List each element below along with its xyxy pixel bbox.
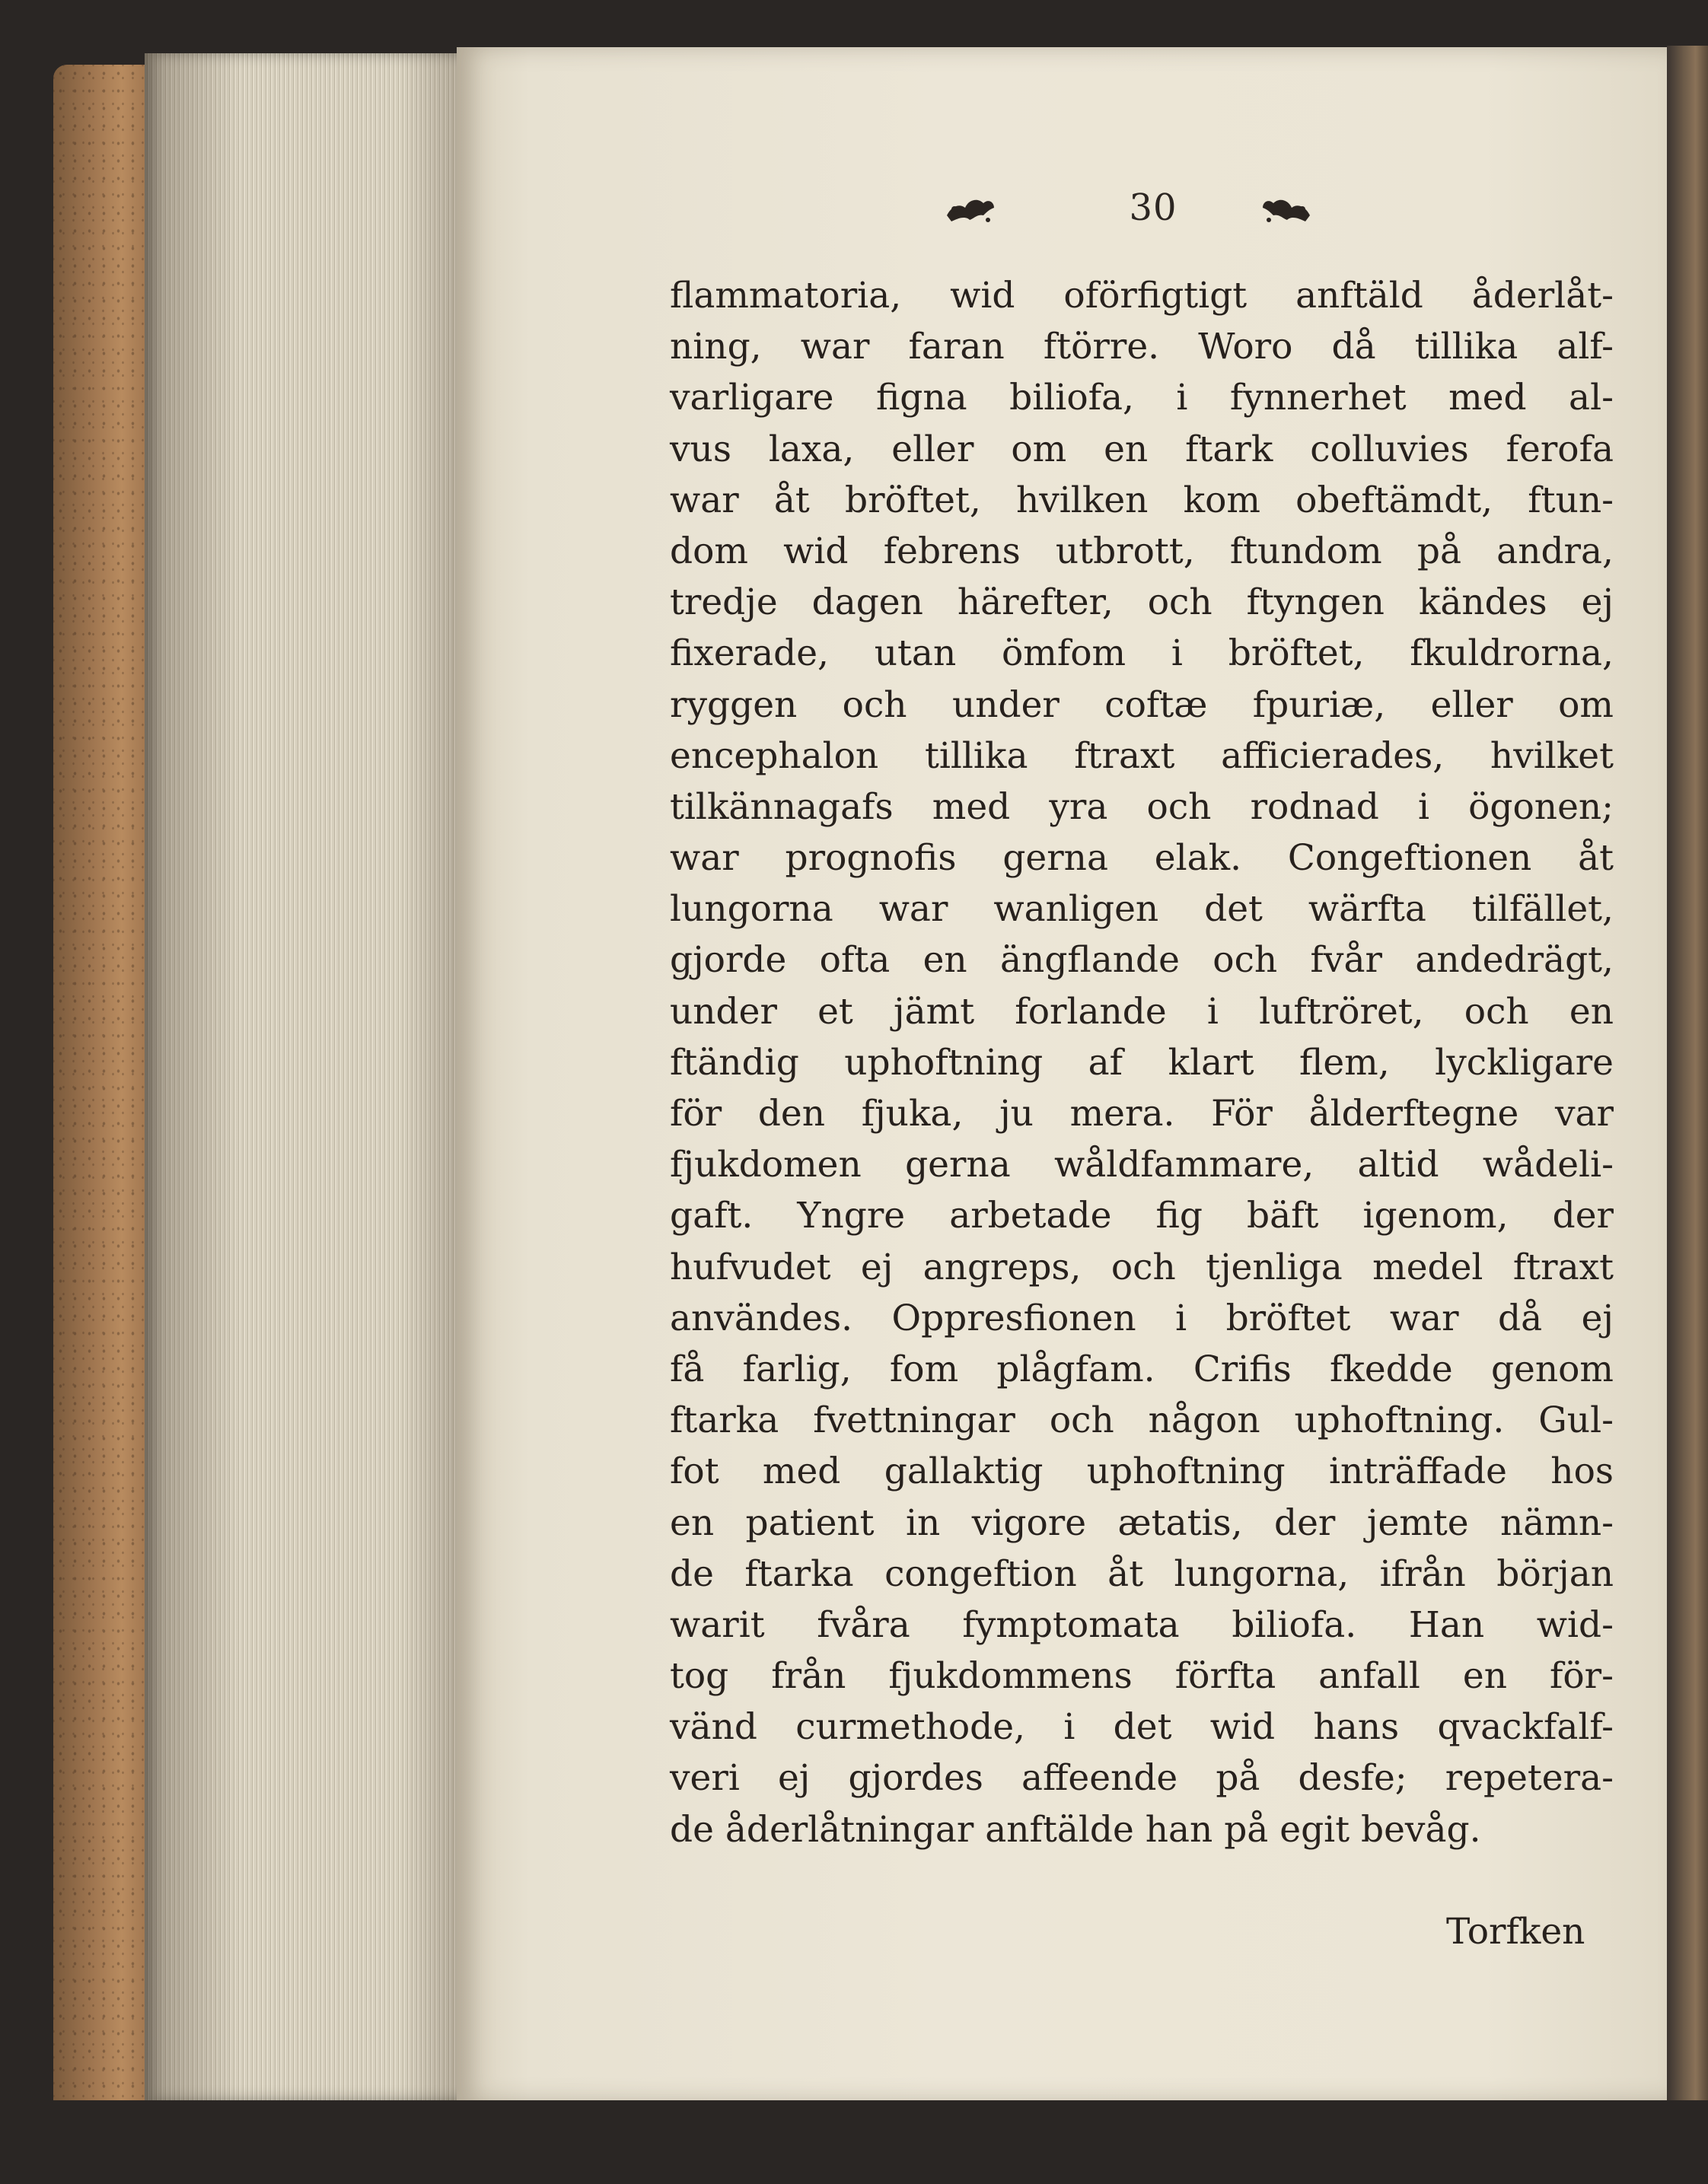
fleuron-left-icon bbox=[944, 193, 997, 228]
text-line: ftändig uphoftning af klart flem, lyckligare bbox=[670, 1041, 1614, 1084]
right-cover-edge bbox=[1667, 46, 1708, 2116]
text-line: tredje dagen härefter, och ftyngen kändes ej bbox=[670, 581, 1614, 624]
text-line: ning, war faran ftörre. Woro då tillika alf- bbox=[670, 326, 1614, 368]
text-line: hufvudet ej angreps, och tjenliga medel ftraxt bbox=[670, 1246, 1614, 1288]
text-line: under et jämt forlande i luftröret, och en bbox=[670, 990, 1614, 1033]
text-line: få farlig, fom plågfam. Crifis fkedde genom bbox=[670, 1348, 1614, 1390]
body-text bbox=[670, 270, 1614, 1855]
text-line: gaft. Yngre arbetade fig bäft igenom, der bbox=[670, 1195, 1614, 1237]
catchword: Torfken bbox=[1446, 1911, 1585, 1953]
text-line: ftarka fvettningar och någon uphoftning. Gul- bbox=[670, 1399, 1614, 1442]
background-bottom bbox=[0, 2100, 1708, 2184]
text-line: tog från fjukdommens förfta anfall en för- bbox=[670, 1655, 1614, 1698]
text-line: veri ej gjordes affeende på desfe; repetera- bbox=[670, 1757, 1614, 1800]
text-line: dom wid febrens utbrott, ftundom på andra, bbox=[670, 530, 1614, 572]
text-line: varligare figna biliofa, i fynnerhet med al- bbox=[670, 377, 1614, 419]
text-line: warit fvåra fymptomata biliofa. Han wid- bbox=[670, 1603, 1614, 1646]
text-line: vus laxa, eller om en ftark colluvies ferofa bbox=[670, 428, 1614, 470]
text-line: vänd curmethode, i det wid hans qvackfalf- bbox=[670, 1706, 1614, 1749]
text-line: encephalon tillika ftraxt afficierades, hvilket bbox=[670, 734, 1614, 777]
text-line: ryggen och under coftæ fpuriæ, eller om bbox=[670, 683, 1614, 726]
text-line: war åt bröftet, hvilken kom obeftämdt, ftun- bbox=[670, 479, 1614, 521]
text-line: fot med gallaktig uphoftning inträffade hos bbox=[670, 1450, 1614, 1493]
text-line: gjorde ofta en ängflande och fvår andedrägt, bbox=[670, 939, 1614, 982]
text-line: de åderlåtningar anftälde han på egit bevåg. bbox=[670, 1808, 1481, 1851]
text-line: en patient in vigore ætatis, der jemte nämn- bbox=[670, 1501, 1614, 1544]
text-line: de ftarka congeftion åt lungorna, ifrån början bbox=[670, 1552, 1614, 1595]
page-header bbox=[457, 186, 1667, 247]
text-line: för den fjuka, ju mera. För ålderftegne var bbox=[670, 1093, 1614, 1135]
text-line: fixerade, utan ömfom i bröftet, fkuldrorna, bbox=[670, 632, 1614, 675]
text-line: war prognofis gerna elak. Congeftionen åt bbox=[670, 837, 1614, 880]
page-number: 30 bbox=[1129, 186, 1177, 229]
fleuron-right-icon bbox=[1260, 193, 1313, 228]
text-line: lungorna war wanligen det wärfta tilfället, bbox=[670, 888, 1614, 931]
text-line: flammatoria, wid oförfigtigt anftäld åderlåt- bbox=[670, 275, 1614, 317]
page-edges-shadow bbox=[145, 53, 464, 2100]
text-line: tilkännagafs med yra och rodnad i ögonen; bbox=[670, 785, 1614, 828]
text-line: användes. Oppresfionen i bröftet war då ej bbox=[670, 1297, 1614, 1339]
text-line: fjukdomen gerna wåldfammare, altid wådeli- bbox=[670, 1144, 1614, 1186]
